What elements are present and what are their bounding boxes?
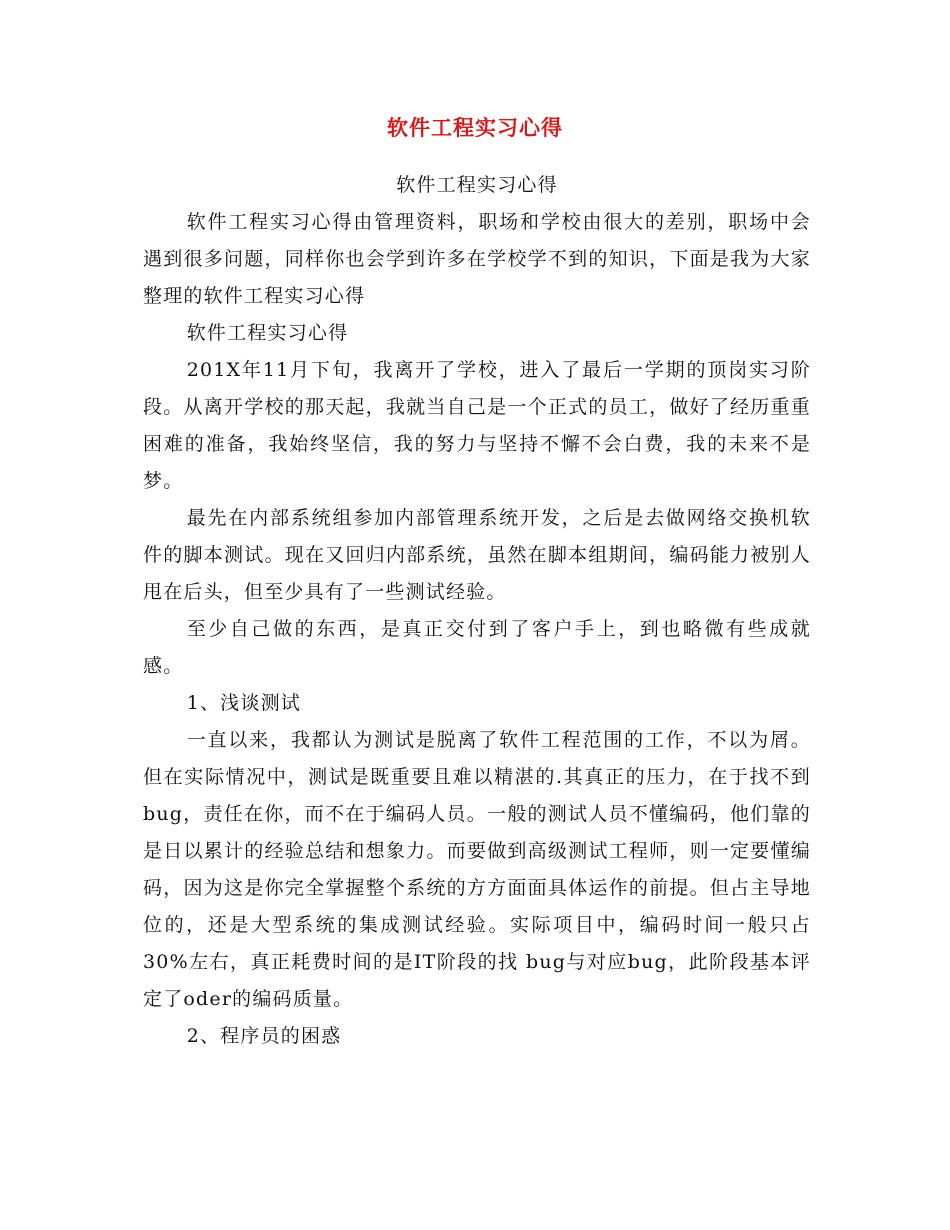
section-heading: 1、浅谈测试 (186, 692, 301, 714)
section-heading: 2、程序员的困惑 (186, 1025, 342, 1047)
section-heading: 软件工程实习心得 (186, 322, 349, 344)
document-body (143, 167, 811, 1055)
intro-paragraph: 软件工程实习心得由管理资料，职场和学校由很大的差别，职场中会遇到很多问题，同样你也会学到许多在学校学不到的知识，下面是我为大家整理的软件工程实习心得 (143, 211, 811, 307)
body-paragraph: 一直以来，我都认为测试是脱离了软件工程范围的工作，不以为屑。但在实际情况中，测试是既重要且难以精湛的.其真正的压力，在于找不到bug，责任在你，而不在于编码人员。一般的测试人员不懂编码，他们靠的是日以累计的经验总结和想象力。而要做到高级测试工程师，则一定要懂编码，因为这是你完全掌握整个系统的方方面面具体运作的前提。但占主导地位的，还是大型系统的集成测试经验。实际项目中，编码时间一般只占30%左右，真正耗费时间的是IT阶段的找 bug与对应bug，此阶段基本评定了oder的编码质量。 (143, 729, 811, 1010)
body-paragraph: 至少自己做的东西，是真正交付到了客户手上，到也略微有些成就感。 (143, 618, 811, 677)
body-paragraph: 最先在内部系统组参加内部管理系统开发，之后是去做网络交换机软件的脚本测试。现在又回归内部系统，虽然在脚本组期间，编码能力被别人甩在后头，但至少具有了一些测试经验。 (143, 507, 811, 603)
document-title: 软件工程实习心得 (387, 116, 563, 140)
body-paragraph: 201X年11月下旬，我离开了学校，进入了最后一学期的顶岗实习阶段。从离开学校的那天起，我就当自己是一个正式的员工，做好了经历重重困难的准备，我始终坚信，我的努力与坚持不懈不会白费，我的未来不是梦。 (143, 359, 811, 492)
document-subtitle: 软件工程实习心得 (396, 174, 558, 196)
